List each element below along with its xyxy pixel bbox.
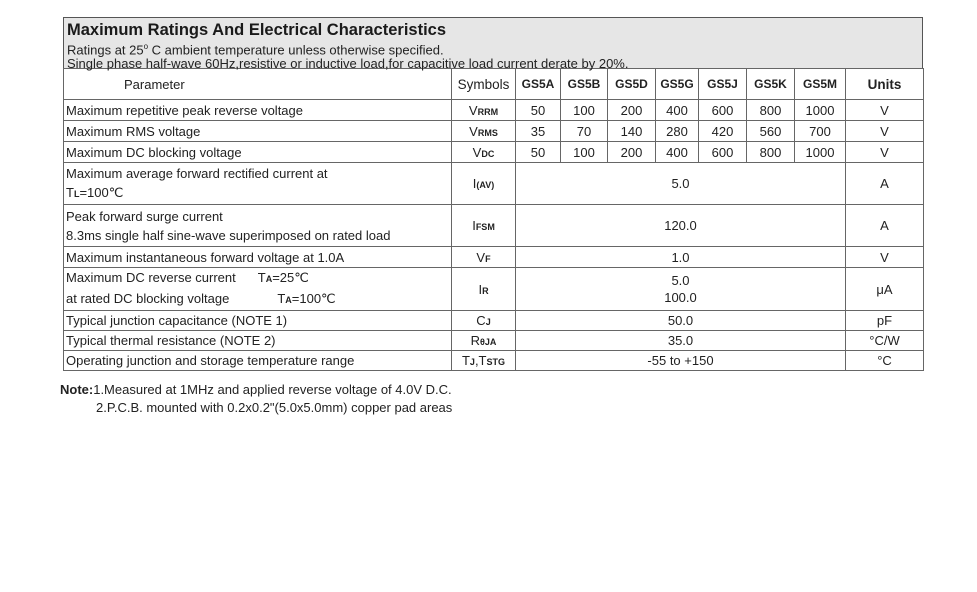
table-row (64, 121, 924, 142)
value-cell: 420 (699, 121, 747, 142)
param-line: 8.3ms single half sine-wave superimposed on rated load (66, 227, 391, 243)
symbol-main: R (470, 333, 480, 348)
value-cell: 200 (608, 142, 656, 163)
cond-rest: =25℃ (272, 270, 309, 285)
symbol-main: I (472, 176, 477, 191)
symbol-main: V (472, 144, 482, 160)
col-header-parameter: Parameter (64, 69, 452, 100)
symbol-main: I (478, 281, 483, 297)
cond-main: T (66, 184, 74, 200)
ratings-note-degree: o (143, 42, 149, 51)
value-cell: 100 (561, 142, 608, 163)
ratings-note-line (67, 40, 919, 57)
cond-rest: =100℃ (79, 184, 124, 200)
value-cell: 1000 (795, 100, 846, 121)
unit-cell: A (846, 163, 924, 205)
col-header-part: GS5G (656, 69, 699, 100)
col-header-part: GS5D (608, 69, 656, 100)
param-line (66, 183, 451, 204)
symbol-sub: (AV) (476, 180, 495, 190)
value-cell: 800 (747, 142, 795, 163)
symbol-main: T (461, 353, 470, 368)
unit-cell: V (846, 121, 924, 142)
value-cell: 600 (699, 142, 747, 163)
unit-cell: μA (846, 268, 924, 311)
col-header-part: GS5A (516, 69, 561, 100)
table-row (64, 247, 924, 268)
symbol-sub: J (469, 357, 475, 367)
table-row (64, 268, 924, 311)
param-cell (64, 268, 452, 311)
param-cell: Maximum repetitive peak reverse voltage (64, 100, 452, 121)
value-cell: 35.0 (516, 331, 846, 351)
symbol-sub: STG (486, 357, 506, 367)
value-cell: 700 (795, 121, 846, 142)
cond-sub: L (73, 188, 80, 199)
notes-section (60, 381, 452, 417)
value-line: 100.0 (664, 290, 697, 305)
value-cell: 5.0 (516, 163, 846, 205)
symbol-sub: F (485, 253, 491, 264)
col-header-symbols: Symbols (452, 69, 516, 100)
table-row (64, 311, 924, 331)
table-title: Maximum Ratings And Electrical Characteristics (67, 21, 447, 39)
table-row (64, 331, 924, 351)
ratings-table-frame (63, 17, 923, 371)
symbol-sub: RMS (477, 127, 498, 138)
param-text: Maximum DC reverse current (66, 270, 236, 285)
unit-cell: pF (846, 311, 924, 331)
symbol-cell (452, 142, 516, 163)
table-row (64, 205, 924, 247)
ratings-note-b: C ambient temperature unless otherwise specified. (148, 42, 444, 58)
value-cell: 400 (656, 100, 699, 121)
param-cell: Typical thermal resistance (NOTE 2) (64, 331, 452, 351)
unit-cell: °C (846, 351, 924, 371)
table-row (64, 142, 924, 163)
param-line (66, 289, 451, 310)
notes-label: Note: (60, 382, 94, 397)
symbol-sub: R (482, 285, 489, 296)
table-header-band (63, 17, 923, 72)
symbol-cell (452, 205, 516, 247)
col-header-part: GS5K (747, 69, 795, 100)
symbol-sub: FSM (475, 222, 495, 232)
symbol-sub: θJA (480, 337, 497, 347)
param-line: Peak forward surge current (66, 208, 223, 224)
param-cell: Maximum DC blocking voltage (64, 142, 452, 163)
note-1-text: 1.Measured at 1MHz and applied reverse voltage of 4.0V D.C. (93, 382, 452, 397)
symbol-sub: RRM (477, 106, 499, 117)
symbol-main: V (476, 249, 486, 265)
value-cell: 1.0 (516, 247, 846, 268)
column-header-row (64, 69, 924, 100)
note-2: 2.P.C.B. mounted with 0.2x0.2"(5.0x5.0mm) copper pad areas (96, 400, 453, 415)
value-cell: 50 (516, 100, 561, 121)
value-cell: -55 to +150 (516, 351, 846, 371)
cond-sub: A (265, 274, 273, 284)
cond-main: T (257, 270, 266, 285)
unit-cell: V (846, 247, 924, 268)
value-cell: 50 (516, 142, 561, 163)
cond-main: T (277, 291, 286, 306)
param-cell: Typical junction capacitance (NOTE 1) (64, 311, 452, 331)
symbol-cell (452, 247, 516, 268)
param-cell: Maximum instantaneous forward voltage at 1.0A (64, 247, 452, 268)
value-cell: 70 (561, 121, 608, 142)
param-cell (64, 205, 452, 247)
value-cell: 140 (608, 121, 656, 142)
symbol-sub: DC (481, 148, 495, 159)
col-header-part: GS5M (795, 69, 846, 100)
value-cell: 600 (699, 100, 747, 121)
symbol-mid: ,T (474, 353, 487, 368)
value-cell: 1000 (795, 142, 846, 163)
symbol-main: I (472, 218, 476, 233)
value-cell: 400 (656, 142, 699, 163)
param-cell: Maximum RMS voltage (64, 121, 452, 142)
unit-cell: °C/W (846, 331, 924, 351)
value-cell: 800 (747, 100, 795, 121)
symbol-cell (452, 163, 516, 205)
load-note-line: Single phase half-wave 60Hz,resistive or inductive load,for capacitive load current derate by 20%. (67, 56, 629, 72)
value-cell (516, 268, 846, 311)
unit-cell: A (846, 205, 924, 247)
value-cell: 100 (561, 100, 608, 121)
table-row (64, 100, 924, 121)
col-header-units: Units (846, 69, 924, 100)
param-line: Maximum average forward rectified current at (66, 165, 328, 181)
symbol-main: C (476, 313, 486, 328)
col-header-part: GS5B (561, 69, 608, 100)
note-1 (60, 381, 452, 399)
symbol-cell (452, 268, 516, 311)
symbol-sub: J (485, 317, 491, 327)
value-cell: 50.0 (516, 311, 846, 331)
param-cell (64, 163, 452, 205)
param-line (66, 268, 451, 289)
value-cell: 120.0 (516, 205, 846, 247)
param-text: at rated DC blocking voltage (66, 291, 230, 306)
symbol-cell (452, 311, 516, 331)
value-cell: 280 (656, 121, 699, 142)
value-cell: 35 (516, 121, 561, 142)
value-cell: 200 (608, 100, 656, 121)
col-header-part: GS5J (699, 69, 747, 100)
value-cell: 560 (747, 121, 795, 142)
unit-cell: V (846, 100, 924, 121)
symbol-main: V (469, 123, 478, 139)
value-line: 5.0 (671, 273, 690, 288)
symbol-main: V (468, 102, 478, 118)
symbol-cell (452, 121, 516, 142)
cond-rest: =100℃ (291, 291, 336, 306)
ratings-note-a: Ratings at 25 (67, 42, 144, 58)
symbol-cell (452, 100, 516, 121)
cond-sub: A (285, 295, 292, 305)
table-row (64, 351, 924, 371)
table-row (64, 163, 924, 205)
symbol-cell (452, 331, 516, 351)
unit-cell: V (846, 142, 924, 163)
symbol-cell (452, 351, 516, 371)
ratings-table (63, 68, 924, 371)
param-cell: Operating junction and storage temperature range (64, 351, 452, 371)
